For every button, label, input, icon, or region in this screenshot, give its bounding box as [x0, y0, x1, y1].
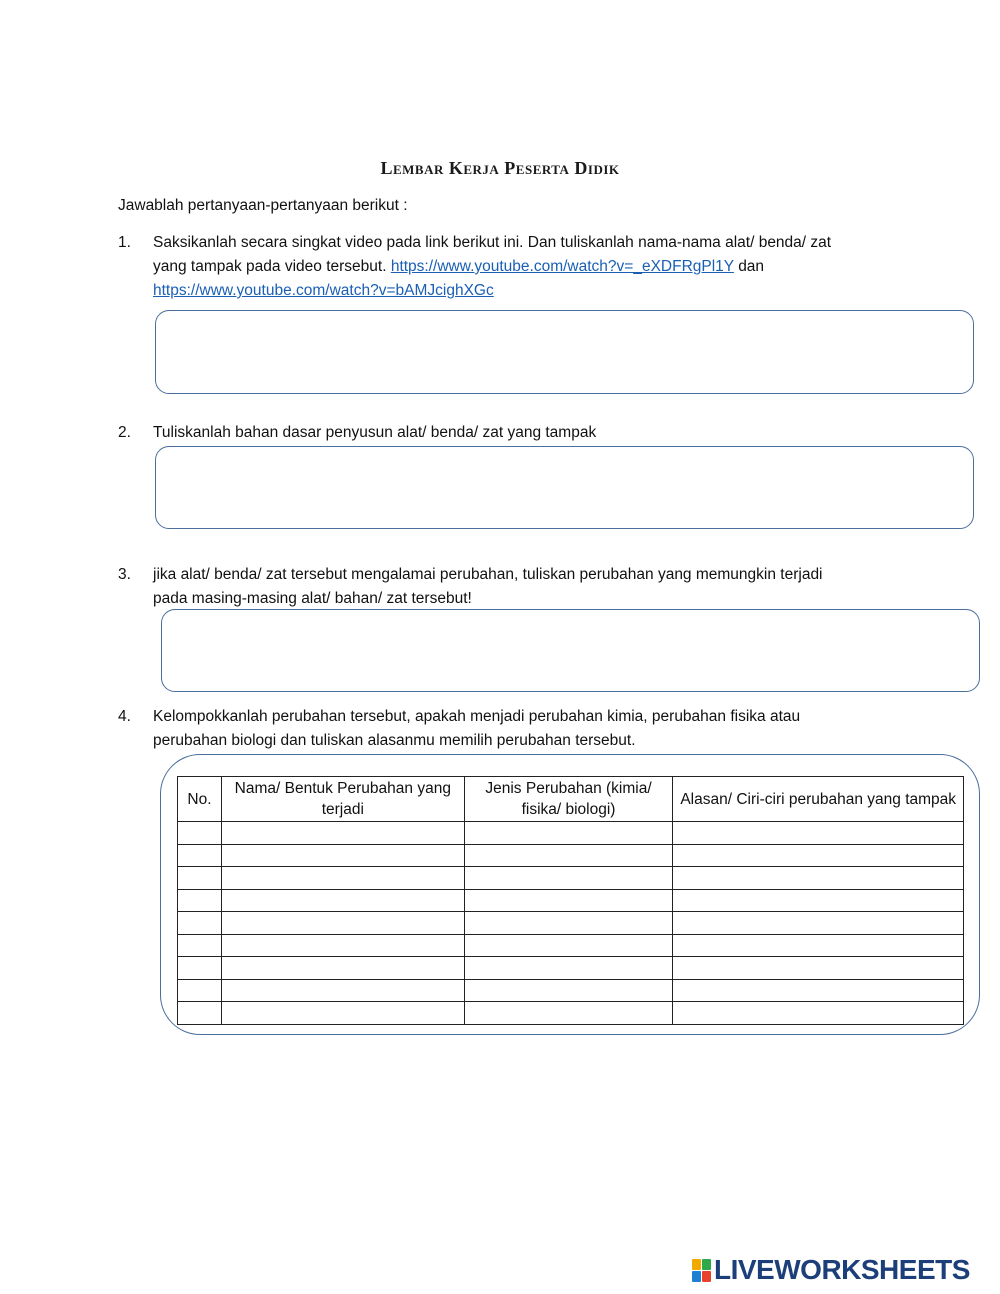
- logo-square: [702, 1259, 711, 1270]
- table-row: [178, 844, 964, 867]
- question-number: 1.: [118, 234, 131, 251]
- table-row: [178, 1002, 964, 1025]
- table-cell[interactable]: [673, 867, 964, 890]
- logo-mark-icon: [692, 1259, 711, 1282]
- link-joiner: dan: [738, 258, 765, 275]
- question-number: 2.: [118, 424, 131, 441]
- table-cell[interactable]: [178, 979, 222, 1002]
- question-text: Tuliskanlah bahan dasar penyusun alat/ benda/ zat yang tampak: [153, 424, 597, 441]
- table-cell[interactable]: [673, 822, 964, 845]
- question-text: pada masing-masing alat/ bahan/ zat tersebut!: [153, 590, 472, 607]
- table-cell[interactable]: [178, 1002, 222, 1025]
- answer-box-2[interactable]: [155, 446, 974, 529]
- video-link-1[interactable]: https://www.youtube.com/watch?v=_eXDFRgPl1Y: [390, 258, 734, 275]
- table-row: [178, 912, 964, 935]
- table-cell[interactable]: [178, 867, 222, 890]
- header-jenis: Jenis Perubahan (kimia/ fisika/ biologi): [464, 777, 673, 822]
- table-row: [178, 957, 964, 980]
- page-title: Lembar Kerja Peserta Didik: [380, 158, 620, 178]
- table-cell[interactable]: [464, 822, 673, 845]
- table-cell[interactable]: [464, 979, 673, 1002]
- table-row: [178, 979, 964, 1002]
- table-cell[interactable]: [673, 1002, 964, 1025]
- question-number: 3.: [118, 566, 131, 583]
- table-row: [178, 934, 964, 957]
- logo-square: [692, 1271, 701, 1282]
- liveworksheets-logo: [692, 1254, 970, 1286]
- table-cell[interactable]: [221, 979, 464, 1002]
- table-cell[interactable]: [673, 912, 964, 935]
- question-3: [118, 563, 898, 611]
- question-text: jika alat/ benda/ zat tersebut mengalamai perubahan, tuliskan perubahan yang memungkin terjadi: [153, 566, 823, 583]
- table-row: [178, 867, 964, 890]
- table-body: [178, 822, 964, 1025]
- table-cell[interactable]: [673, 957, 964, 980]
- table-cell[interactable]: [221, 1002, 464, 1025]
- table-cell[interactable]: [178, 889, 222, 912]
- question-text: yang tampak pada video tersebut.: [153, 258, 387, 275]
- table-cell[interactable]: [464, 844, 673, 867]
- logo-square: [692, 1259, 701, 1270]
- question-4: [118, 705, 898, 753]
- table-row: [178, 889, 964, 912]
- question-2: [118, 421, 898, 445]
- video-link-2[interactable]: https://www.youtube.com/watch?v=bAMJcighXGc: [153, 282, 494, 299]
- table-cell[interactable]: [178, 957, 222, 980]
- header-nama: Nama/ Bentuk Perubahan yang terjadi: [221, 777, 464, 822]
- table-cell[interactable]: [464, 1002, 673, 1025]
- question-number: 4.: [118, 708, 131, 725]
- table-row: [178, 822, 964, 845]
- table-cell[interactable]: [178, 844, 222, 867]
- table-cell[interactable]: [221, 867, 464, 890]
- table-cell[interactable]: [673, 934, 964, 957]
- table-cell[interactable]: [221, 889, 464, 912]
- instructions: Jawablah pertanyaan-pertanyaan berikut :: [118, 197, 408, 214]
- answer-box-3[interactable]: [161, 609, 980, 692]
- question-text: perubahan biologi dan tuliskan alasanmu memilih perubahan tersebut.: [153, 732, 636, 749]
- table-cell[interactable]: [221, 912, 464, 935]
- header-no: No.: [178, 777, 222, 822]
- table-cell[interactable]: [464, 957, 673, 980]
- table-cell[interactable]: [673, 889, 964, 912]
- table-cell[interactable]: [178, 912, 222, 935]
- table-cell[interactable]: [221, 957, 464, 980]
- answer-table: [177, 776, 964, 1025]
- logo-text: LIVEWORKSHEETS: [714, 1254, 970, 1285]
- table-cell[interactable]: [464, 934, 673, 957]
- table-cell[interactable]: [464, 912, 673, 935]
- question-1: [118, 231, 898, 303]
- header-alasan: Alasan/ Ciri-ciri perubahan yang tampak: [673, 777, 964, 822]
- question-text: Kelompokkanlah perubahan tersebut, apakah menjadi perubahan kimia, perubahan fisika atau: [153, 708, 801, 725]
- table-cell[interactable]: [178, 822, 222, 845]
- table-header-row: [178, 777, 964, 822]
- table-cell[interactable]: [221, 934, 464, 957]
- logo-square: [702, 1271, 711, 1282]
- table-cell[interactable]: [221, 844, 464, 867]
- table-cell[interactable]: [673, 844, 964, 867]
- table-cell[interactable]: [673, 979, 964, 1002]
- table-cell[interactable]: [221, 822, 464, 845]
- table-cell[interactable]: [178, 934, 222, 957]
- answer-box-1[interactable]: [155, 310, 974, 394]
- question-text: Saksikanlah secara singkat video pada link berikut ini. Dan tuliskanlah nama-nama alat/ benda/ zat: [153, 234, 832, 251]
- table-cell[interactable]: [464, 867, 673, 890]
- table-cell[interactable]: [464, 889, 673, 912]
